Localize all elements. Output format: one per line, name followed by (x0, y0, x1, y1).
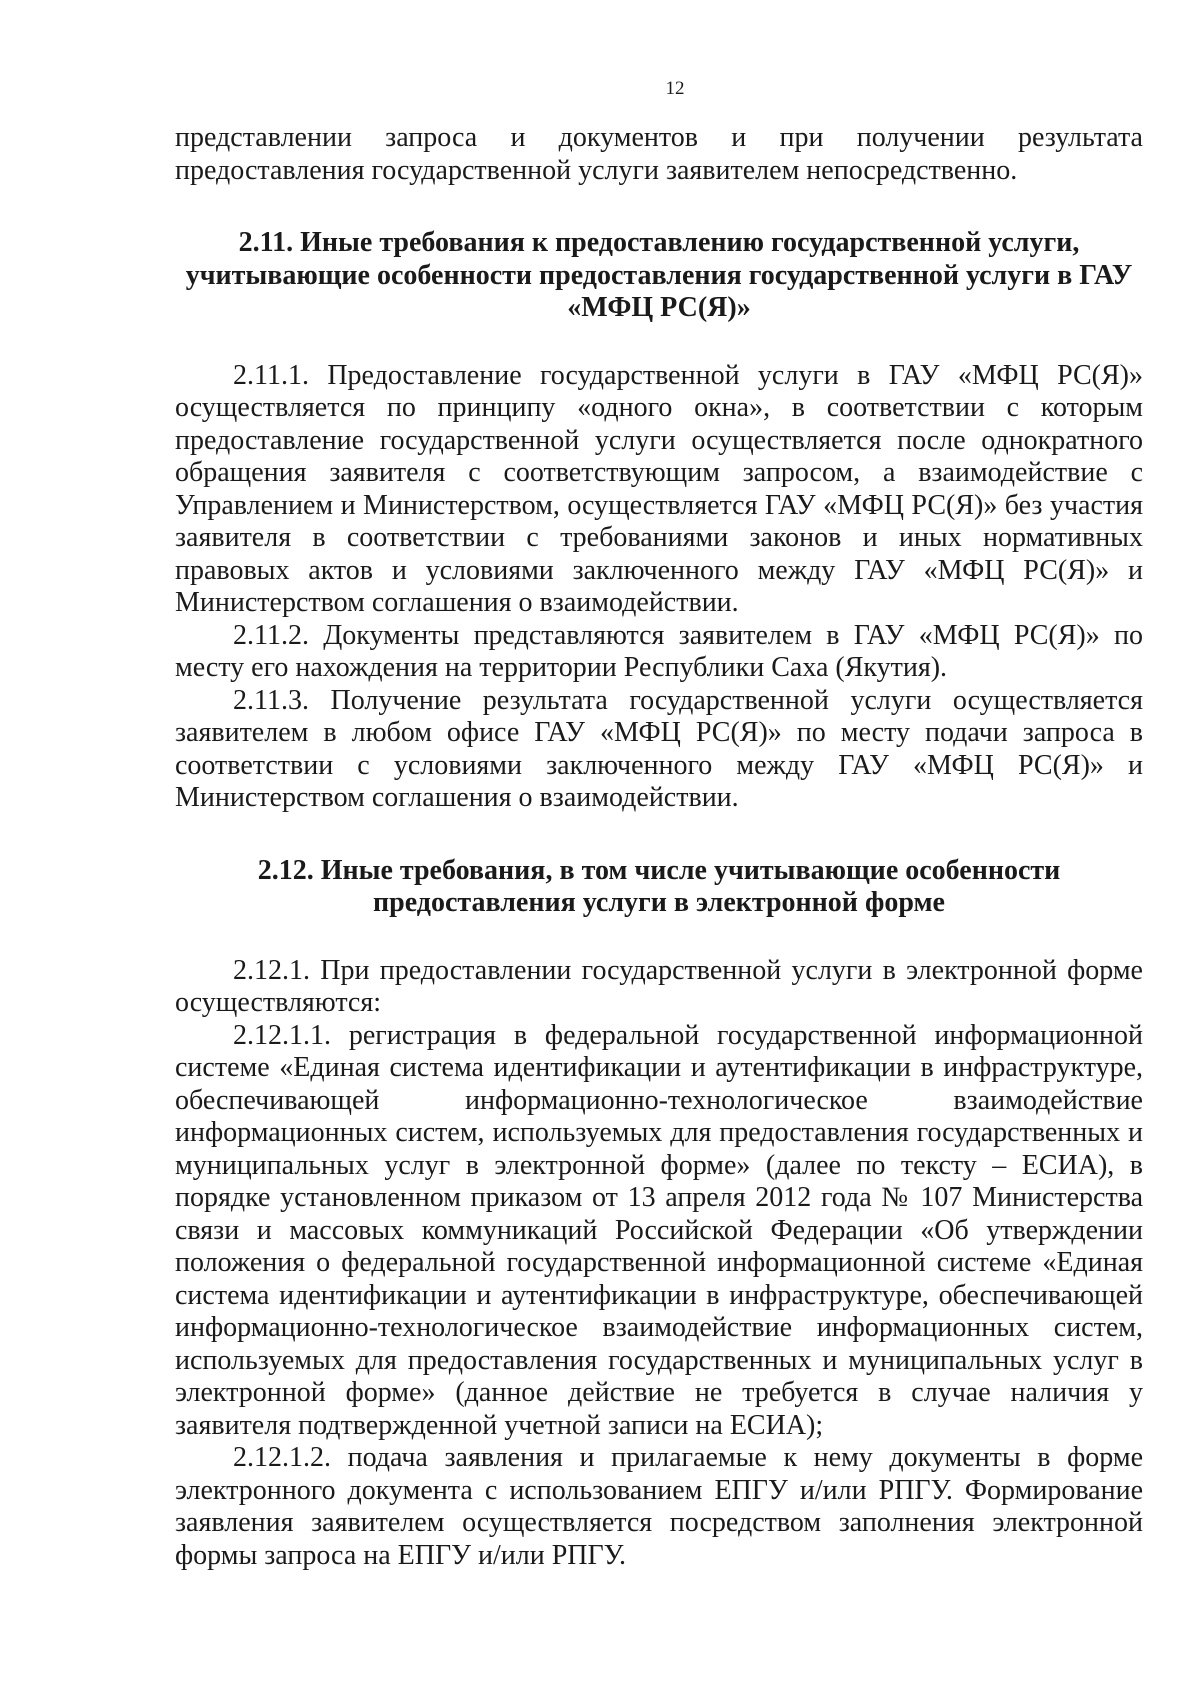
continuation-paragraph: представлении запроса и документов и при получении результата предоставления государственной услуги заявителем непосредственно. (175, 122, 1143, 186)
document-body (175, 122, 1143, 1572)
section-heading-2-11: 2.11. Иные требования к предоставлению государственной услуги, учитывающие особенности предоставления государственной услуги в ГАУ «МФЦ РС(Я)» (185, 227, 1133, 323)
page-number: 12 (665, 78, 685, 99)
paragraph-2-12-1: 2.12.1. При предоставлении государственной услуги в электронной форме осуществляются: (175, 954, 1143, 1018)
paragraph-2-11-2: 2.11.2. Документы представляются заявителем в ГАУ «МФЦ РС(Я)» по месту его нахождения на территории Республики Саха (Якутия). (175, 619, 1143, 683)
paragraph-2-12-1-1: 2.12.1.1. регистрация в федеральной государственной информационной системе «Единая система идентификации и аутентификации в инфраструктуре, обеспечивающей информационно-технологическое взаимодействие информационных систем, используемых для предоставления государственных и муниципальных услуг в электронной форме» (далее по тексту – ЕСИА), в порядке установленном приказом от 13 апреля 2012 года № 107 Министерства связи и массовых коммуникаций Российской Федерации «Об утверждении положения о федеральной государственной информационной системе «Единая система идентификации и аутентификации в инфраструктуре, обеспечивающей информационно-технологическое взаимодействие информационных систем, используемых для предоставления государственных и муниципальных услуг в электронной форме» (данное действие не требуется в случае наличия у заявителя подтвержденной учетной записи на ЕСИА); (175, 1019, 1143, 1441)
paragraph-2-11-3: 2.11.3. Получение результата государственной услуги осуществляется заявителем в любом офисе ГАУ «МФЦ РС(Я)» по месту подачи запроса в соответствии с условиями заключенного между ГАУ «МФЦ РС(Я)» и Министерством соглашения о взаимодействии. (175, 684, 1143, 813)
paragraph-2-12-1-2: 2.12.1.2. подача заявления и прилагаемые к нему документы в форме электронного документа с использованием ЕПГУ и/или РПГУ. Формирование заявления заявителем осуществляется посредством заполнения электронной формы запроса на ЕПГУ и/или РПГУ. (175, 1442, 1143, 1571)
section-heading-2-12: 2.12. Иные требования, в том числе учитывающие особенности предоставления услуги в электронной форме (257, 854, 1061, 918)
paragraph-2-11-1: 2.11.1. Предоставление государственной услуги в ГАУ «МФЦ РС(Я)» осуществляется по принципу «одного окна», в соответствии с которым предоставление государственной услуги осуществляется после однократного обращения заявителя с соответствующим запросом, а взаимодействие с Управлением и Министерством, осуществляется ГАУ «МФЦ РС(Я)» без участия заявителя в соответствии с требованиями законов и иных нормативных правовых актов и условиями заключенного между ГАУ «МФЦ РС(Я)» и Министерством соглашения о взаимодействии. (175, 359, 1143, 618)
